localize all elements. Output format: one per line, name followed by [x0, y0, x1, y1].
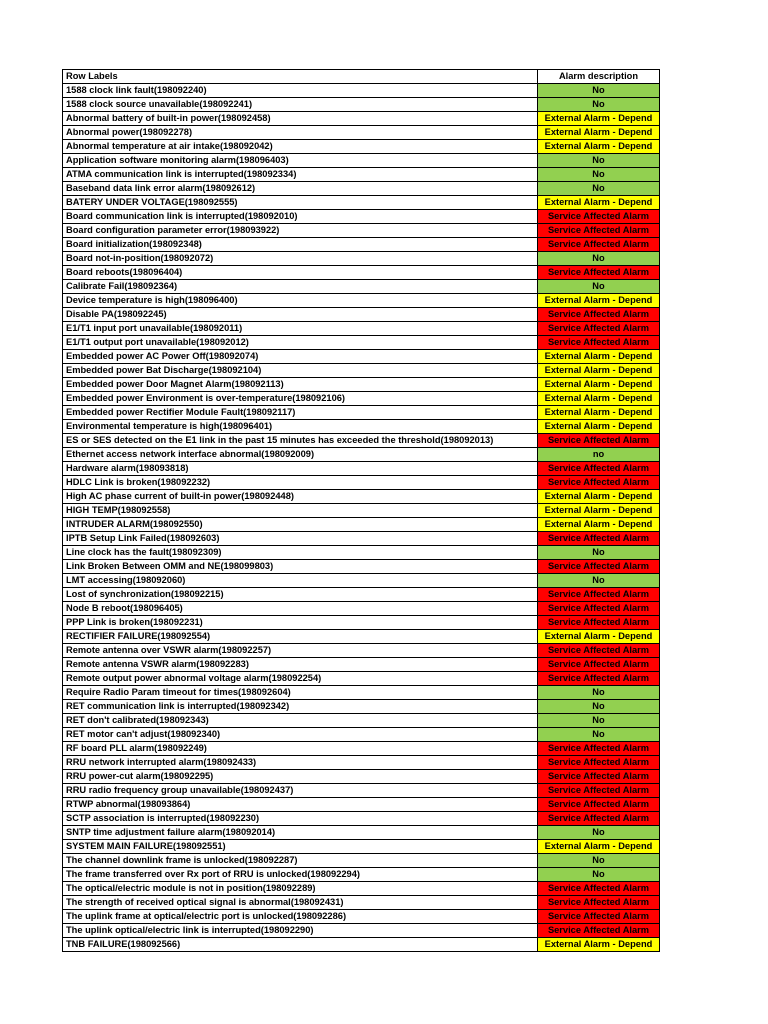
row-label-cell[interactable]: Embedded power Environment is over-temperature(198092106)	[63, 392, 538, 406]
alarm-description-cell[interactable]: No	[538, 154, 660, 168]
alarm-description-cell[interactable]: Service Affected Alarm	[538, 882, 660, 896]
table-row	[63, 252, 660, 266]
row-label-cell[interactable]: The optical/electric module is not in position(198092289)	[63, 882, 538, 896]
alarm-description-cell[interactable]: No	[538, 854, 660, 868]
table-row	[63, 826, 660, 840]
table-row	[63, 840, 660, 854]
row-label-cell[interactable]: Link Broken Between OMM and NE(198099803)	[63, 560, 538, 574]
row-label-cell[interactable]: High AC phase current of built-in power(198092448)	[63, 490, 538, 504]
table-row	[63, 742, 660, 756]
row-label-cell[interactable]: Embedded power Rectifier Module Fault(198092117)	[63, 406, 538, 420]
row-label-cell[interactable]: Board initialization(198092348)	[63, 238, 538, 252]
row-label-cell[interactable]: Board communication link is interrupted(198092010)	[63, 210, 538, 224]
alarm-description-cell[interactable]: No	[538, 728, 660, 742]
table-row	[63, 266, 660, 280]
alarm-description-cell[interactable]: External Alarm - Depend	[538, 364, 660, 378]
alarm-description-cell[interactable]: External Alarm - Depend	[538, 350, 660, 364]
table-row	[63, 350, 660, 364]
alarm-description-cell[interactable]: Service Affected Alarm	[538, 238, 660, 252]
row-label-cell[interactable]: The frame transferred over Rx port of RRU is unlocked(198092294)	[63, 868, 538, 882]
table-row	[63, 658, 660, 672]
alarm-description-cell[interactable]: Service Affected Alarm	[538, 266, 660, 280]
row-label-cell[interactable]: Disable PA(198092245)	[63, 308, 538, 322]
table-row	[63, 392, 660, 406]
alarm-description-cell[interactable]: External Alarm - Depend	[538, 406, 660, 420]
row-label-cell[interactable]: The uplink optical/electric link is interrupted(198092290)	[63, 924, 538, 938]
alarm-description-cell[interactable]: No	[538, 574, 660, 588]
alarm-description-cell[interactable]: Service Affected Alarm	[538, 910, 660, 924]
table-row	[63, 672, 660, 686]
alarm-description-cell[interactable]: External Alarm - Depend	[538, 840, 660, 854]
header-alarm-description[interactable]: Alarm description	[538, 70, 660, 84]
row-label-cell[interactable]: Remote output power abnormal voltage alarm(198092254)	[63, 672, 538, 686]
row-label-cell[interactable]: Abnormal power(198092278)	[63, 126, 538, 140]
row-label-cell[interactable]: Remote antenna VSWR alarm(198092283)	[63, 658, 538, 672]
alarm-description-cell[interactable]: Service Affected Alarm	[538, 224, 660, 238]
alarm-description-cell[interactable]: External Alarm - Depend	[538, 196, 660, 210]
alarm-description-cell[interactable]: Service Affected Alarm	[538, 588, 660, 602]
alarm-description-cell[interactable]: External Alarm - Depend	[538, 112, 660, 126]
alarm-description-cell[interactable]: Service Affected Alarm	[538, 462, 660, 476]
alarm-description-cell[interactable]: No	[538, 686, 660, 700]
table-row	[63, 504, 660, 518]
table-row	[63, 476, 660, 490]
alarm-description-cell[interactable]: Service Affected Alarm	[538, 658, 660, 672]
table-row	[63, 854, 660, 868]
table-row	[63, 686, 660, 700]
alarm-description-cell[interactable]: Service Affected Alarm	[538, 742, 660, 756]
row-label-cell[interactable]: BATERY UNDER VOLTAGE(198092555)	[63, 196, 538, 210]
table-row	[63, 462, 660, 476]
row-label-cell[interactable]: Device temperature is high(198096400)	[63, 294, 538, 308]
alarm-description-cell[interactable]: No	[538, 252, 660, 266]
table-row	[63, 168, 660, 182]
row-label-cell[interactable]: The channel downlink frame is unlocked(198092287)	[63, 854, 538, 868]
table-row	[63, 210, 660, 224]
alarm-description-cell[interactable]: Service Affected Alarm	[538, 560, 660, 574]
table-row	[63, 728, 660, 742]
alarm-description-cell[interactable]: Service Affected Alarm	[538, 602, 660, 616]
table-row	[63, 896, 660, 910]
row-label-cell[interactable]: Hardware alarm(198093818)	[63, 462, 538, 476]
row-label-cell[interactable]: Environmental temperature is high(198096401)	[63, 420, 538, 434]
table-row	[63, 336, 660, 350]
table-row	[63, 448, 660, 462]
alarm-description-cell[interactable]: No	[538, 700, 660, 714]
table-row	[63, 630, 660, 644]
row-label-cell[interactable]: RRU power-cut alarm(198092295)	[63, 770, 538, 784]
row-label-cell[interactable]: 1588 clock source unavailable(198092241)	[63, 98, 538, 112]
row-label-cell[interactable]: Remote antenna over VSWR alarm(198092257)	[63, 644, 538, 658]
alarm-description-cell[interactable]: External Alarm - Depend	[538, 420, 660, 434]
row-label-cell[interactable]: Board reboots(198096404)	[63, 266, 538, 280]
alarm-table	[62, 69, 660, 952]
row-label-cell[interactable]: The uplink frame at optical/electric port is unlocked(198092286)	[63, 910, 538, 924]
row-label-cell[interactable]: SCTP association is interrupted(198092230)	[63, 812, 538, 826]
table-row	[63, 238, 660, 252]
row-label-cell[interactable]: RET communication link is interrupted(198092342)	[63, 700, 538, 714]
row-label-cell[interactable]: ATMA communication link is interrupted(198092334)	[63, 168, 538, 182]
alarm-description-cell[interactable]: No	[538, 84, 660, 98]
table-row	[63, 420, 660, 434]
alarm-description-cell[interactable]: Service Affected Alarm	[538, 434, 660, 448]
table-row	[63, 196, 660, 210]
table-row	[63, 518, 660, 532]
row-label-cell[interactable]: E1/T1 input port unavailable(198092011)	[63, 322, 538, 336]
table-row	[63, 798, 660, 812]
table-row	[63, 560, 660, 574]
alarm-description-cell[interactable]: Service Affected Alarm	[538, 896, 660, 910]
row-label-cell[interactable]: HDLC Link is broken(198092232)	[63, 476, 538, 490]
table-row	[63, 812, 660, 826]
table-row	[63, 910, 660, 924]
alarm-description-cell[interactable]: External Alarm - Depend	[538, 630, 660, 644]
table-row	[63, 616, 660, 630]
row-label-cell[interactable]: Application software monitoring alarm(198096403)	[63, 154, 538, 168]
table-row	[63, 224, 660, 238]
table-row	[63, 308, 660, 322]
row-label-cell[interactable]: TNB FAILURE(198092566)	[63, 938, 538, 952]
table-row	[63, 112, 660, 126]
alarm-description-cell[interactable]: No	[538, 868, 660, 882]
alarm-description-cell[interactable]: No	[538, 280, 660, 294]
alarm-description-cell[interactable]: External Alarm - Depend	[538, 126, 660, 140]
alarm-description-cell[interactable]: Service Affected Alarm	[538, 770, 660, 784]
row-label-cell[interactable]: Embedded power Bat Discharge(198092104)	[63, 364, 538, 378]
table-row	[63, 588, 660, 602]
alarm-description-cell[interactable]: External Alarm - Depend	[538, 518, 660, 532]
row-label-cell[interactable]: Embedded power Door Magnet Alarm(198092113)	[63, 378, 538, 392]
table-header	[63, 70, 660, 84]
alarm-description-cell[interactable]: No	[538, 182, 660, 196]
table-row	[63, 126, 660, 140]
row-label-cell[interactable]: SNTP time adjustment failure alarm(198092014)	[63, 826, 538, 840]
table-row	[63, 84, 660, 98]
row-label-cell[interactable]: Board not-in-position(198092072)	[63, 252, 538, 266]
row-label-cell[interactable]: E1/T1 output port unavailable(198092012)	[63, 336, 538, 350]
row-label-cell[interactable]: Line clock has the fault(198092309)	[63, 546, 538, 560]
table-row	[63, 378, 660, 392]
alarm-description-cell[interactable]: Service Affected Alarm	[538, 812, 660, 826]
alarm-description-cell[interactable]: Service Affected Alarm	[538, 308, 660, 322]
row-label-cell[interactable]: Node B reboot(198096405)	[63, 602, 538, 616]
alarm-description-cell[interactable]: Service Affected Alarm	[538, 210, 660, 224]
row-label-cell[interactable]: RET motor can't adjust(198092340)	[63, 728, 538, 742]
table-row	[63, 756, 660, 770]
alarm-description-cell[interactable]: Service Affected Alarm	[538, 476, 660, 490]
alarm-description-cell[interactable]: no	[538, 448, 660, 462]
row-label-cell[interactable]: Embedded power AC Power Off(198092074)	[63, 350, 538, 364]
row-label-cell[interactable]: Board configuration parameter error(198093922)	[63, 224, 538, 238]
alarm-description-cell[interactable]: External Alarm - Depend	[538, 490, 660, 504]
row-label-cell[interactable]: LMT accessing(198092060)	[63, 574, 538, 588]
table-row	[63, 532, 660, 546]
alarm-description-cell[interactable]: No	[538, 98, 660, 112]
row-label-cell[interactable]: RTWP abnormal(198093864)	[63, 798, 538, 812]
row-label-cell[interactable]: Abnormal battery of built-in power(198092458)	[63, 112, 538, 126]
row-label-cell[interactable]: Ethernet access network interface abnormal(198092009)	[63, 448, 538, 462]
table-row	[63, 714, 660, 728]
table-row	[63, 602, 660, 616]
row-label-cell[interactable]: INTRUDER ALARM(198092550)	[63, 518, 538, 532]
table-row	[63, 364, 660, 378]
row-label-cell[interactable]: 1588 clock link fault(198092240)	[63, 84, 538, 98]
row-label-cell[interactable]: PPP Link is broken(198092231)	[63, 616, 538, 630]
row-label-cell[interactable]: Calibrate Fail(198092364)	[63, 280, 538, 294]
table-row	[63, 154, 660, 168]
alarm-description-cell[interactable]: Service Affected Alarm	[538, 756, 660, 770]
row-label-cell[interactable]: The strength of received optical signal is abnormal(198092431)	[63, 896, 538, 910]
alarm-description-cell[interactable]: Service Affected Alarm	[538, 924, 660, 938]
table-row	[63, 924, 660, 938]
table-row	[63, 938, 660, 952]
table-row	[63, 322, 660, 336]
row-label-cell[interactable]: Baseband data link error alarm(198092612)	[63, 182, 538, 196]
alarm-description-cell[interactable]: External Alarm - Depend	[538, 140, 660, 154]
table-row	[63, 546, 660, 560]
row-label-cell[interactable]: HIGH TEMP(198092558)	[63, 504, 538, 518]
row-label-cell[interactable]: Require Radio Param timeout for times(198092604)	[63, 686, 538, 700]
table-row	[63, 280, 660, 294]
row-label-cell[interactable]: Lost of synchronization(198092215)	[63, 588, 538, 602]
alarm-description-cell[interactable]: External Alarm - Depend	[538, 392, 660, 406]
table-row	[63, 784, 660, 798]
alarm-description-cell[interactable]: External Alarm - Depend	[538, 378, 660, 392]
alarm-description-cell[interactable]: Service Affected Alarm	[538, 336, 660, 350]
alarm-description-cell[interactable]: Service Affected Alarm	[538, 784, 660, 798]
table-row	[63, 182, 660, 196]
row-label-cell[interactable]: Abnormal temperature at air intake(198092042)	[63, 140, 538, 154]
row-label-cell[interactable]: ES or SES detected on the E1 link in the past 15 minutes has exceeded the threshold(198092013)	[63, 434, 538, 448]
header-row-labels[interactable]: Row Labels	[63, 70, 538, 84]
row-label-cell[interactable]: RET don't calibrated(198092343)	[63, 714, 538, 728]
alarm-description-cell[interactable]: Service Affected Alarm	[538, 672, 660, 686]
table-row	[63, 770, 660, 784]
table-row	[63, 574, 660, 588]
alarm-description-cell[interactable]: Service Affected Alarm	[538, 532, 660, 546]
alarm-description-cell[interactable]: No	[538, 826, 660, 840]
alarm-description-cell[interactable]: No	[538, 168, 660, 182]
table-row	[63, 882, 660, 896]
row-label-cell[interactable]: RRU radio frequency group unavailable(198092437)	[63, 784, 538, 798]
row-label-cell[interactable]: IPTB Setup Link Failed(198092603)	[63, 532, 538, 546]
table-row	[63, 700, 660, 714]
alarm-description-cell[interactable]: External Alarm - Depend	[538, 504, 660, 518]
row-label-cell[interactable]: RECTIFIER FAILURE(198092554)	[63, 630, 538, 644]
alarm-description-cell[interactable]: External Alarm - Depend	[538, 938, 660, 952]
table-body	[63, 84, 660, 952]
table-row	[63, 490, 660, 504]
alarm-description-cell[interactable]: External Alarm - Depend	[538, 294, 660, 308]
alarm-description-cell[interactable]: No	[538, 714, 660, 728]
row-label-cell[interactable]: SYSTEM MAIN FAILURE(198092551)	[63, 840, 538, 854]
table-row	[63, 434, 660, 448]
row-label-cell[interactable]: RRU network interrupted alarm(198092433)	[63, 756, 538, 770]
row-label-cell[interactable]: RF board PLL alarm(198092249)	[63, 742, 538, 756]
alarm-description-cell[interactable]: No	[538, 546, 660, 560]
table-row	[63, 868, 660, 882]
alarm-description-cell[interactable]: Service Affected Alarm	[538, 644, 660, 658]
table-row	[63, 644, 660, 658]
table-row	[63, 98, 660, 112]
table-row	[63, 294, 660, 308]
table-row	[63, 140, 660, 154]
alarm-description-cell[interactable]: Service Affected Alarm	[538, 616, 660, 630]
table-row	[63, 406, 660, 420]
alarm-description-cell[interactable]: Service Affected Alarm	[538, 322, 660, 336]
alarm-description-cell[interactable]: Service Affected Alarm	[538, 798, 660, 812]
header-row	[63, 70, 660, 84]
